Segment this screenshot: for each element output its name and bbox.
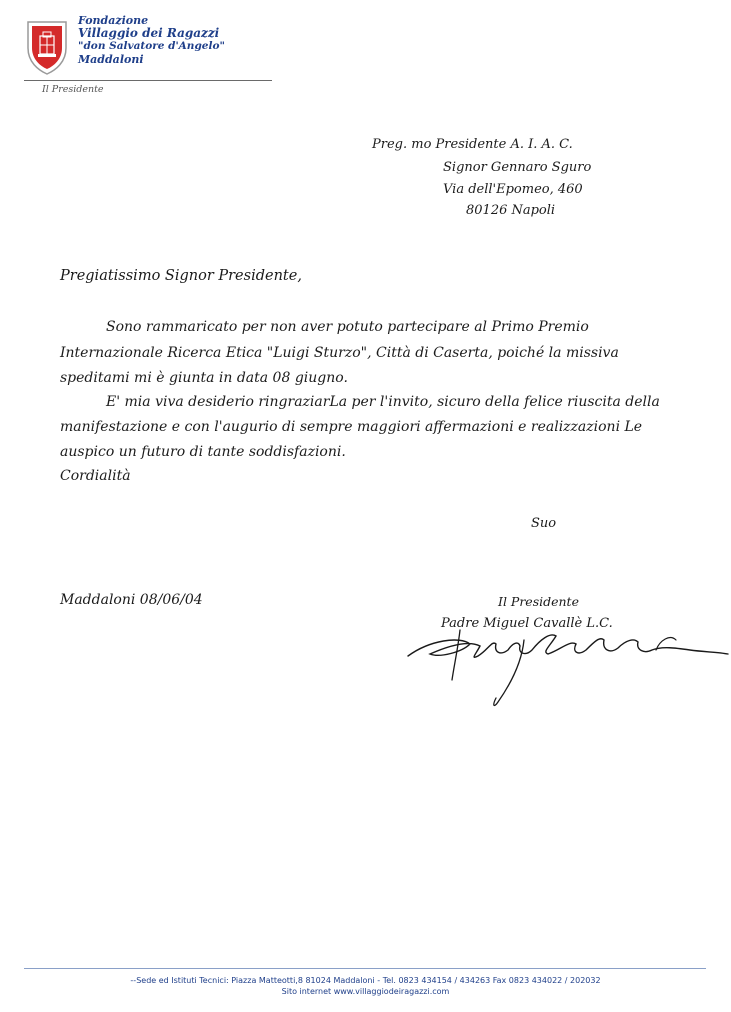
paragraph-2-line-2: manifestazione e con l'augurio di sempre maggiori affermazioni e realizzazioni Le [60,419,643,435]
letterhead-subtitle: Il Presidente [42,84,104,95]
footer [0,975,731,997]
regards: Cordialità [60,468,131,484]
signatory-title: Il Presidente [498,594,579,609]
recipient-line-1: Preg. mo Presidente A. I. A. C. [372,137,573,152]
header-divider [24,80,272,81]
shield-crest-icon [24,18,70,76]
recipient-line-4: 80126 Napoli [466,203,556,218]
org-line-4: Maddaloni [78,53,144,66]
signatory-name: Padre Miguel Cavallè L.C. [441,616,613,631]
org-line-2: Villaggio dei Ragazzi [78,26,220,40]
recipient-line-2: Signor Gennaro Sguro [443,160,592,175]
recipient-line-3: Via dell'Epomeo, 460 [443,182,583,197]
footer-website: Sito internet www.villaggiodeiragazzi.com [281,987,450,996]
paragraph-2-line-1: E' mia viva desiderio ringraziarLa per l'invito, sicuro della felice riuscita della [106,394,660,410]
paragraph-1-line-2: Internazionale Ricerca Etica "Luigi Sturzo", Città di Caserta, poiché la missiva [60,345,619,361]
paragraph-2-line-3: auspico un futuro di tante soddisfazioni. [60,444,346,460]
footer-address: --Sede ed Istituti Tecnici: Piazza Matteotti,8 81024 Maddaloni - Tel. 0823 434154 / 434263 Fax 0823 434022 / 202032 [130,976,601,985]
organization-name [78,14,225,66]
place-date: Maddaloni 08/06/04 [60,592,203,608]
paragraph-1-line-1: Sono rammaricato per non aver potuto partecipare al Primo Premio [106,319,589,335]
handwritten-signature [400,610,730,710]
org-line-3: "don Salvatore d'Angelo" [78,40,225,52]
salutation: Pregiatissimo Signor Presidente, [60,268,302,284]
org-line-1: Fondazione [78,14,149,27]
footer-divider [24,968,706,969]
paragraph-1-line-3: speditami mi è giunta in data 08 giugno. [60,370,348,386]
closing: Suo [531,516,557,531]
